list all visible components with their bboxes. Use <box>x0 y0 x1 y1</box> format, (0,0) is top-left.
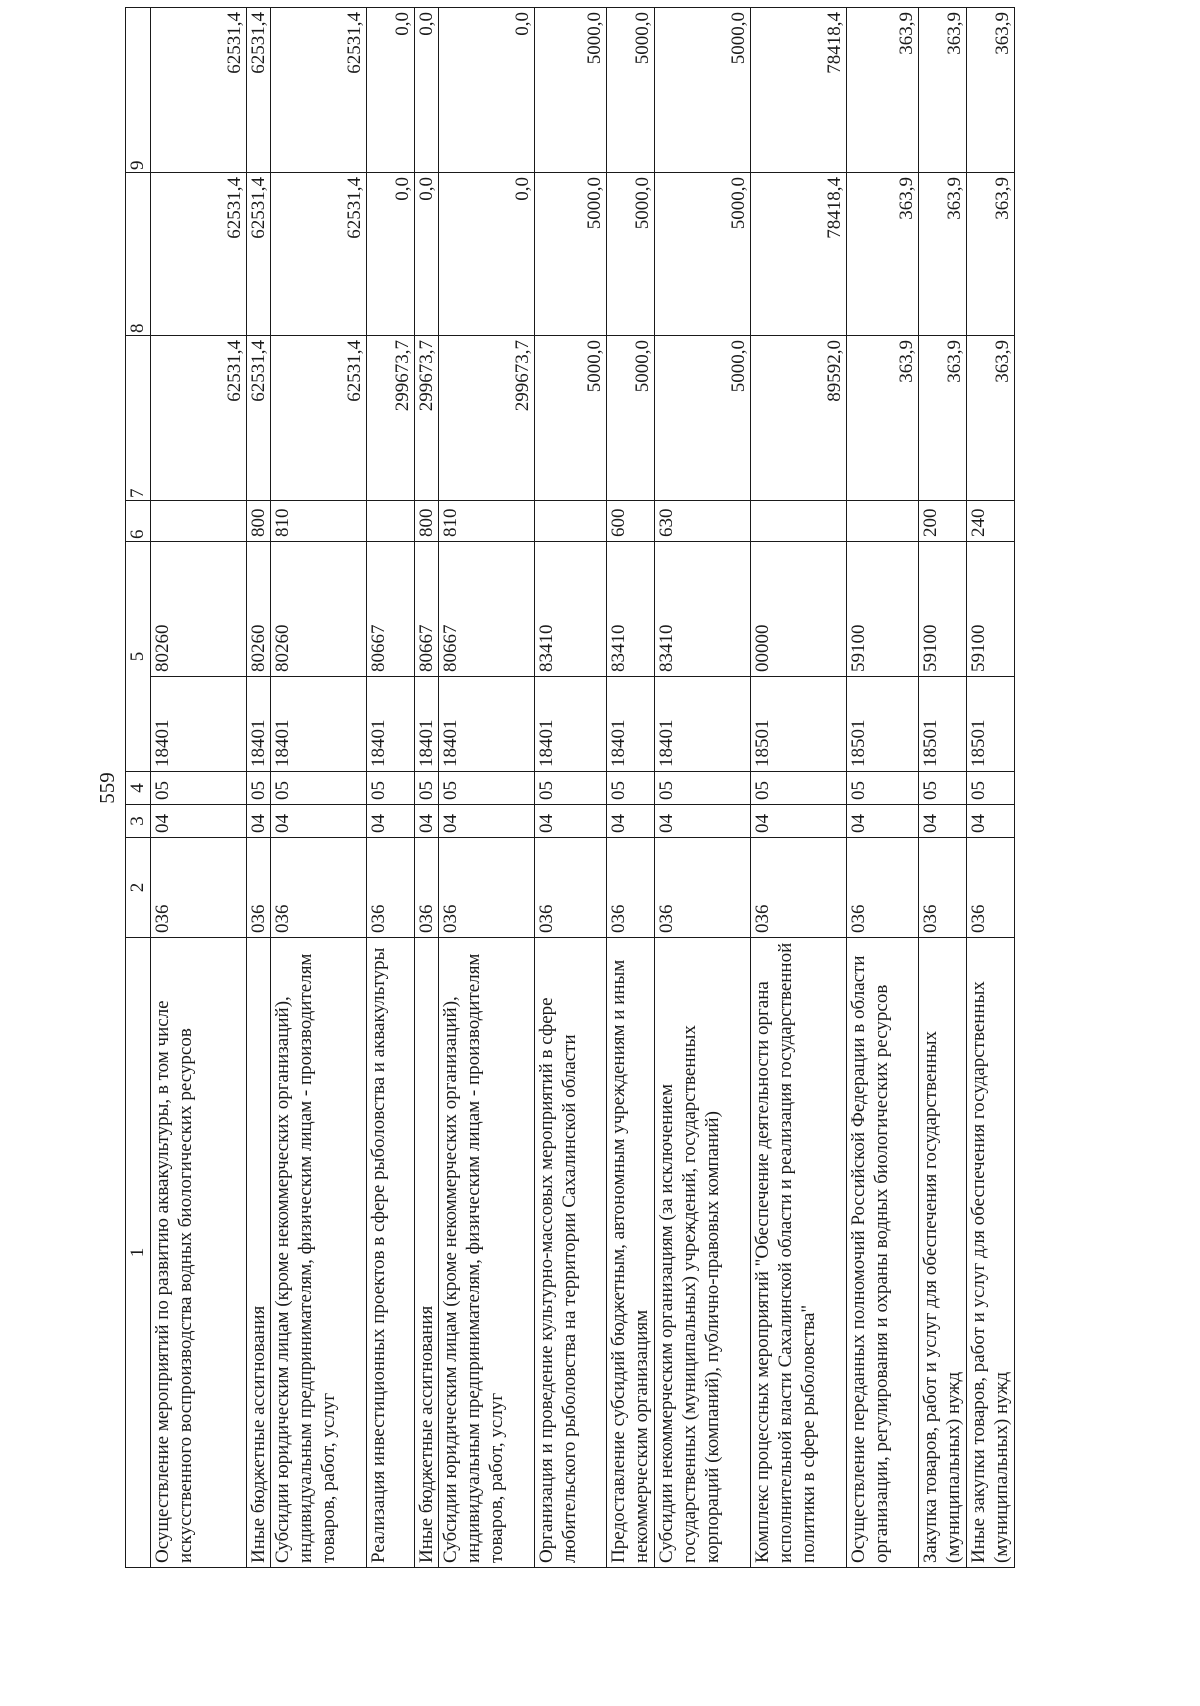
amount-col9-cell: 0,0 <box>415 8 439 173</box>
expense-type-cell: 810 <box>439 501 535 542</box>
ministry-code-cell: 036 <box>535 838 607 938</box>
item-code-cell: 59100 <box>847 542 919 677</box>
section-code-cell: 04 <box>439 805 535 838</box>
amount-col8-cell: 5000,0 <box>607 173 655 336</box>
amount-col7-cell: 363,9 <box>847 336 919 501</box>
amount-col8-cell: 363,9 <box>919 173 967 336</box>
amount-col7-cell: 62531,4 <box>151 336 247 501</box>
item-code-cell: 00000 <box>751 542 847 677</box>
table-row <box>247 8 271 1568</box>
expense-type-cell: 240 <box>967 501 1015 542</box>
amount-col9-cell: 0,0 <box>439 8 535 173</box>
amount-col8-cell: 5000,0 <box>535 173 607 336</box>
header-col-9: 9 <box>126 8 151 173</box>
subsection-code-cell: 05 <box>607 772 655 805</box>
amount-col7-cell: 299673,7 <box>367 336 415 501</box>
item-code-cell: 80260 <box>271 542 367 677</box>
amount-col7-cell: 363,9 <box>919 336 967 501</box>
header-col-3: 3 <box>126 805 151 838</box>
program-code-cell: 18501 <box>919 677 967 772</box>
section-code-cell: 04 <box>751 805 847 838</box>
item-code-cell: 83410 <box>655 542 751 677</box>
expense-type-cell: 800 <box>415 501 439 542</box>
program-code-cell: 18401 <box>439 677 535 772</box>
amount-col7-cell: 62531,4 <box>247 336 271 501</box>
table-row <box>415 8 439 1568</box>
program-code-cell: 18501 <box>967 677 1015 772</box>
table-body <box>151 8 1015 1568</box>
ministry-code-cell: 036 <box>271 838 367 938</box>
subsection-code-cell: 05 <box>151 772 247 805</box>
program-code-cell: 18401 <box>607 677 655 772</box>
subsection-code-cell: 05 <box>655 772 751 805</box>
row-name-cell: Закупка товаров, работ и услуг для обеспечения государственных (муниципальных) нужд <box>919 938 967 1568</box>
section-code-cell: 04 <box>415 805 439 838</box>
section-code-cell: 04 <box>247 805 271 838</box>
amount-col7-cell: 299673,7 <box>439 336 535 501</box>
amount-col9-cell: 363,9 <box>847 8 919 173</box>
program-code-cell: 18401 <box>535 677 607 772</box>
header-col-4: 4 <box>126 772 151 805</box>
row-name-cell: Субсидии юридическим лицам (кроме некоммерческих организаций), индивидуальным предпринимателям, физическим лицам - производителям товаров, работ, услуг <box>271 938 367 1568</box>
item-code-cell: 59100 <box>919 542 967 677</box>
program-code-cell: 18401 <box>415 677 439 772</box>
section-code-cell: 04 <box>607 805 655 838</box>
amount-col8-cell: 363,9 <box>847 173 919 336</box>
table-row <box>271 8 367 1568</box>
ministry-code-cell: 036 <box>607 838 655 938</box>
expense-type-cell: 600 <box>607 501 655 542</box>
amount-col8-cell: 62531,4 <box>247 173 271 336</box>
item-code-cell: 59100 <box>967 542 1015 677</box>
row-name-cell: Осуществление мероприятий по развитию аквакультуры, в том числе искусственного воспроизводства водных биологических ресурсов <box>151 938 247 1568</box>
amount-col7-cell: 299673,7 <box>415 336 439 501</box>
program-code-cell: 18401 <box>151 677 247 772</box>
expense-type-cell <box>151 501 247 542</box>
item-code-cell: 83410 <box>535 542 607 677</box>
subsection-code-cell: 05 <box>847 772 919 805</box>
ministry-code-cell: 036 <box>367 838 415 938</box>
subsection-code-cell: 05 <box>967 772 1015 805</box>
amount-col9-cell: 78418,4 <box>751 8 847 173</box>
amount-col7-cell: 363,9 <box>967 336 1015 501</box>
amount-col8-cell: 62531,4 <box>271 173 367 336</box>
amount-col8-cell: 363,9 <box>967 173 1015 336</box>
expense-type-cell <box>751 501 847 542</box>
ministry-code-cell: 036 <box>439 838 535 938</box>
amount-col8-cell: 0,0 <box>367 173 415 336</box>
table-row <box>967 8 1015 1568</box>
table-row <box>151 8 247 1568</box>
expense-type-cell <box>535 501 607 542</box>
ministry-code-cell: 036 <box>751 838 847 938</box>
amount-col9-cell: 62531,4 <box>247 8 271 173</box>
expense-type-cell: 810 <box>271 501 367 542</box>
amount-col8-cell: 0,0 <box>439 173 535 336</box>
ministry-code-cell: 036 <box>919 838 967 938</box>
ministry-code-cell: 036 <box>151 838 247 938</box>
row-name-cell: Организация и проведение культурно-массовых мероприятий в сфере любительского рыболовства на территории Сахалинской области <box>535 938 607 1568</box>
amount-col9-cell: 0,0 <box>367 8 415 173</box>
budget-table <box>125 7 1015 1568</box>
item-code-cell: 80667 <box>415 542 439 677</box>
expense-type-cell: 800 <box>247 501 271 542</box>
amount-col9-cell: 363,9 <box>967 8 1015 173</box>
subsection-code-cell: 05 <box>919 772 967 805</box>
item-code-cell: 83410 <box>607 542 655 677</box>
scanned-page <box>85 8 1135 1568</box>
section-code-cell: 04 <box>919 805 967 838</box>
program-code-cell: 18401 <box>367 677 415 772</box>
row-name-cell: Субсидии некоммерческим организациям (за исключением государственных (муниципальных) учреждений, государственных корпораций (компаний), публично-правовых компаний) <box>655 938 751 1568</box>
page-number: 559 <box>95 772 119 804</box>
program-code-cell: 18401 <box>271 677 367 772</box>
subsection-code-cell: 05 <box>439 772 535 805</box>
program-code-cell: 18401 <box>655 677 751 772</box>
ministry-code-cell: 036 <box>967 838 1015 938</box>
expense-type-cell: 200 <box>919 501 967 542</box>
section-code-cell: 04 <box>655 805 751 838</box>
header-col-2: 2 <box>126 838 151 938</box>
amount-col9-cell: 5000,0 <box>607 8 655 173</box>
subsection-code-cell: 05 <box>367 772 415 805</box>
program-code-cell: 18501 <box>847 677 919 772</box>
row-name-cell: Иные бюджетные ассигнования <box>415 938 439 1568</box>
header-col-5: 5 <box>126 542 151 772</box>
header-col-6: 6 <box>126 501 151 542</box>
header-col-8: 8 <box>126 173 151 336</box>
table-row <box>439 8 535 1568</box>
row-name-cell: Иные бюджетные ассигнования <box>247 938 271 1568</box>
subsection-code-cell: 05 <box>535 772 607 805</box>
amount-col8-cell: 0,0 <box>415 173 439 336</box>
row-name-cell: Иные закупки товаров, работ и услуг для обеспечения государственных (муниципальных) нужд <box>967 938 1015 1568</box>
program-code-cell: 18501 <box>751 677 847 772</box>
ministry-code-cell: 036 <box>415 838 439 938</box>
amount-col9-cell: 5000,0 <box>535 8 607 173</box>
table-row <box>919 8 967 1568</box>
amount-col7-cell: 5000,0 <box>535 336 607 501</box>
table-row <box>367 8 415 1568</box>
item-code-cell: 80667 <box>439 542 535 677</box>
amount-col9-cell: 5000,0 <box>655 8 751 173</box>
expense-type-cell: 630 <box>655 501 751 542</box>
header-row <box>126 8 151 1568</box>
ministry-code-cell: 036 <box>655 838 751 938</box>
row-name-cell: Предоставление субсидий бюджетным, автономным учреждениям и иным некоммерческим организациям <box>607 938 655 1568</box>
row-name-cell: Осуществление переданных полномочий Российской Федерации в области организации, регулирования и охраны водных биологических ресурсов <box>847 938 919 1568</box>
ministry-code-cell: 036 <box>247 838 271 938</box>
row-name-cell: Субсидии юридическим лицам (кроме некоммерческих организаций), индивидуальным предпринимателям, физическим лицам - производителям товаров, работ, услуг <box>439 938 535 1568</box>
expense-type-cell <box>367 501 415 542</box>
amount-col9-cell: 62531,4 <box>271 8 367 173</box>
amount-col7-cell: 5000,0 <box>607 336 655 501</box>
amount-col7-cell: 62531,4 <box>271 336 367 501</box>
subsection-code-cell: 05 <box>271 772 367 805</box>
amount-col7-cell: 89592,0 <box>751 336 847 501</box>
section-code-cell: 04 <box>847 805 919 838</box>
table-row <box>607 8 655 1568</box>
table-row <box>655 8 751 1568</box>
header-col-1: 1 <box>126 938 151 1568</box>
subsection-code-cell: 05 <box>415 772 439 805</box>
ministry-code-cell: 036 <box>847 838 919 938</box>
amount-col8-cell: 5000,0 <box>655 173 751 336</box>
amount-col8-cell: 62531,4 <box>151 173 247 336</box>
header-col-7: 7 <box>126 336 151 501</box>
item-code-cell: 80667 <box>367 542 415 677</box>
amount-col8-cell: 78418,4 <box>751 173 847 336</box>
amount-col9-cell: 363,9 <box>919 8 967 173</box>
table-row <box>535 8 607 1568</box>
subsection-code-cell: 05 <box>751 772 847 805</box>
item-code-cell: 80260 <box>151 542 247 677</box>
amount-col7-cell: 5000,0 <box>655 336 751 501</box>
section-code-cell: 04 <box>367 805 415 838</box>
program-code-cell: 18401 <box>247 677 271 772</box>
expense-type-cell <box>847 501 919 542</box>
row-name-cell: Комплекс процессных мероприятий "Обеспечение деятельности органа исполнительной власти Сахалинской области и реализация государственной политики в сфере рыболовства" <box>751 938 847 1568</box>
subsection-code-cell: 05 <box>247 772 271 805</box>
section-code-cell: 04 <box>271 805 367 838</box>
table-row <box>751 8 847 1568</box>
amount-col9-cell: 62531,4 <box>151 8 247 173</box>
section-code-cell: 04 <box>151 805 247 838</box>
item-code-cell: 80260 <box>247 542 271 677</box>
section-code-cell: 04 <box>535 805 607 838</box>
row-name-cell: Реализация инвестиционных проектов в сфере рыболовства и аквакультуры <box>367 938 415 1568</box>
table-row <box>847 8 919 1568</box>
section-code-cell: 04 <box>967 805 1015 838</box>
